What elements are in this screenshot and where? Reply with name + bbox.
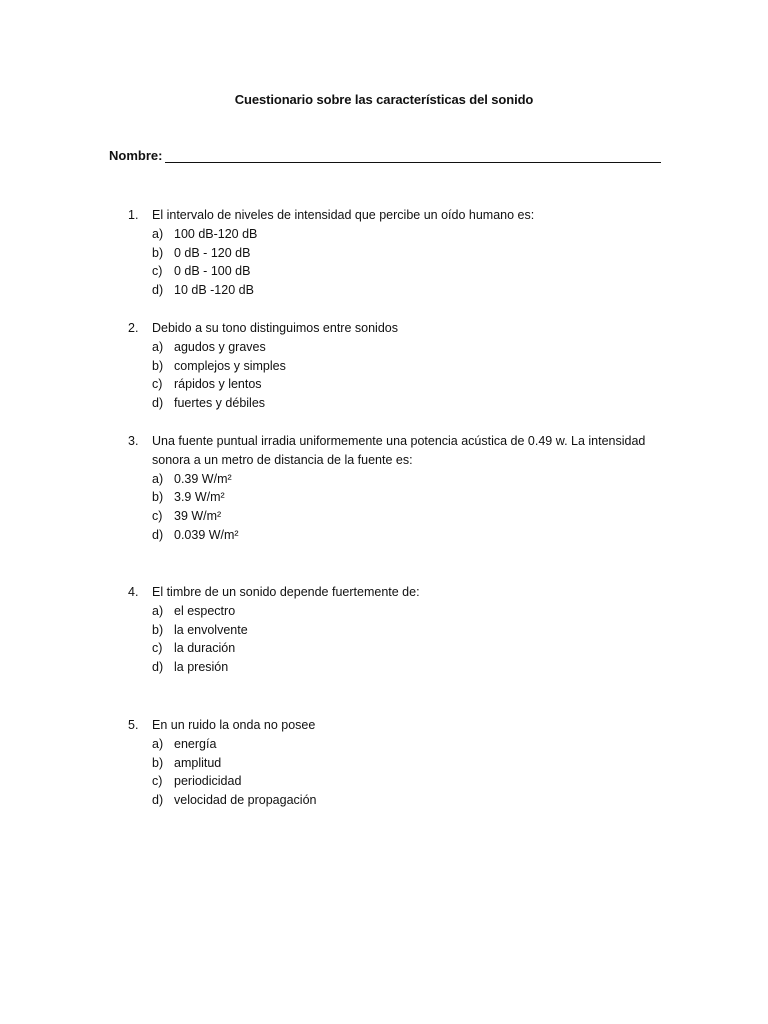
question-text: El timbre de un sonido depende fuertemente de: <box>152 585 420 599</box>
question-number: 2. <box>128 321 139 335</box>
name-label: Nombre: <box>109 148 163 163</box>
option-letter: a) <box>152 736 164 751</box>
option-letter: a) <box>152 603 164 618</box>
question-number: 3. <box>128 434 139 448</box>
option-letter: a) <box>152 471 164 486</box>
option-d <box>128 791 668 810</box>
option-text: velocidad de propagación <box>174 793 317 808</box>
option-c <box>128 639 668 658</box>
option-letter: b) <box>152 490 164 505</box>
option-text: energía <box>174 736 217 751</box>
option-d <box>128 394 668 413</box>
option-text: amplitud <box>174 755 222 770</box>
option-a <box>128 225 668 244</box>
option-letter: d) <box>152 793 164 808</box>
option-a <box>128 470 668 489</box>
question-2 <box>128 319 668 413</box>
option-letter: c) <box>152 509 163 524</box>
option-text: el espectro <box>174 603 236 618</box>
option-text: la envolvente <box>174 622 248 637</box>
option-text: fuertes y débiles <box>174 396 266 411</box>
name-field-row <box>109 148 661 163</box>
option-c <box>128 262 668 281</box>
option-b <box>128 621 668 640</box>
option-b <box>128 244 668 263</box>
question-1 <box>128 206 668 300</box>
option-text: periodicidad <box>174 774 242 789</box>
name-blank-line <box>165 148 661 163</box>
option-a <box>128 602 668 621</box>
question-text: En un ruido la onda no posee <box>152 718 316 732</box>
option-c <box>128 507 668 526</box>
option-text: 10 dB -120 dB <box>174 283 254 298</box>
option-letter: b) <box>152 245 164 260</box>
question-number: 4. <box>128 585 139 599</box>
option-letter: c) <box>152 774 163 789</box>
option-text: 0 dB - 120 dB <box>174 245 251 260</box>
option-b <box>128 357 668 376</box>
option-letter: d) <box>152 283 164 298</box>
option-letter: d) <box>152 527 164 542</box>
option-b <box>128 754 668 773</box>
option-text: 0.039 W/m² <box>174 527 239 542</box>
question-text: El intervalo de niveles de intensidad que percibe un oído humano es: <box>152 208 535 222</box>
question-3 <box>128 432 668 545</box>
option-c <box>128 772 668 791</box>
option-text: 0 dB - 100 dB <box>174 264 251 279</box>
option-d <box>128 526 668 545</box>
option-d <box>128 658 668 677</box>
option-text: la presión <box>174 660 229 675</box>
option-c <box>128 375 668 394</box>
option-letter: a) <box>152 339 164 354</box>
document-title: Cuestionario sobre las características del sonido <box>234 92 534 107</box>
option-text: 0.39 W/m² <box>174 471 232 486</box>
option-letter: b) <box>152 755 164 770</box>
option-d <box>128 281 668 300</box>
option-letter: d) <box>152 660 164 675</box>
option-letter: c) <box>152 377 163 392</box>
option-text: agudos y graves <box>174 339 266 354</box>
option-letter: b) <box>152 622 164 637</box>
option-b <box>128 488 668 507</box>
option-text: complejos y simples <box>174 358 286 373</box>
question-text: Una fuente puntual irradia uniformemente una potencia acústica de 0.49 w. La intensidad sonora a un metro de distancia de la fuente es: <box>152 434 646 467</box>
option-text: rápidos y lentos <box>174 377 262 392</box>
option-letter: c) <box>152 264 163 279</box>
option-text: 100 dB-120 dB <box>174 226 258 241</box>
option-text: 3.9 W/m² <box>174 490 225 505</box>
option-text: la duración <box>174 641 236 656</box>
option-text: 39 W/m² <box>174 509 222 524</box>
option-letter: c) <box>152 641 163 656</box>
question-4 <box>128 583 668 677</box>
option-letter: b) <box>152 358 164 373</box>
question-text: Debido a su tono distinguimos entre sonidos <box>152 321 398 335</box>
question-number: 1. <box>128 208 139 222</box>
option-letter: d) <box>152 396 164 411</box>
question-5 <box>128 716 668 810</box>
question-number: 5. <box>128 718 139 732</box>
option-letter: a) <box>152 226 164 241</box>
option-a <box>128 735 668 754</box>
option-a <box>128 338 668 357</box>
